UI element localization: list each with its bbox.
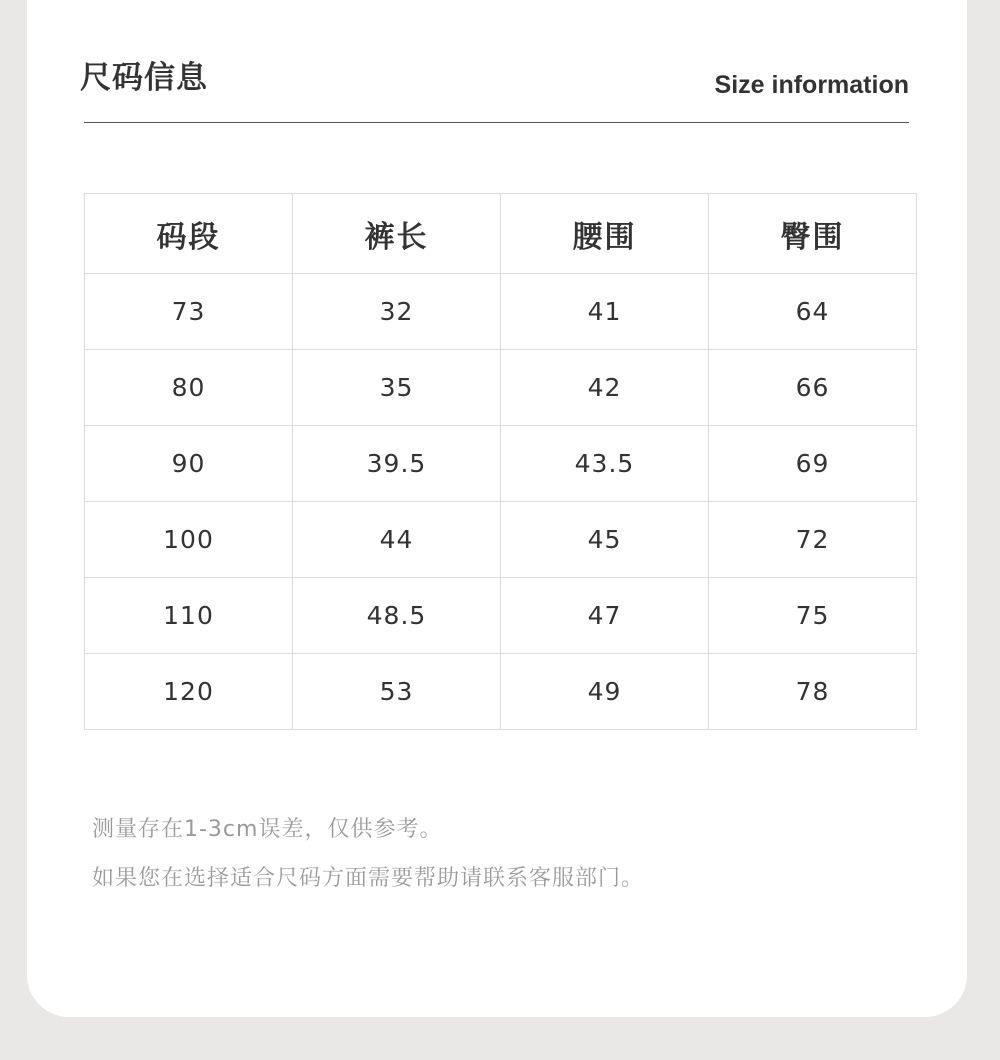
table-row [85, 502, 917, 578]
cell-size: 73 [85, 274, 293, 350]
cell-waist: 43.5 [501, 426, 709, 502]
cell-pants-length: 44 [293, 502, 501, 578]
cell-waist: 49 [501, 654, 709, 730]
cell-size: 120 [85, 654, 293, 730]
cell-hip: 64 [709, 274, 917, 350]
cell-pants-length: 32 [293, 274, 501, 350]
cell-size: 100 [85, 502, 293, 578]
section-title-cn: 尺码信息 [80, 60, 208, 96]
section-title-en: Size information [714, 71, 909, 99]
customer-service-note: 如果您在选择适合尺码方面需要帮助请联系客服部门。 [92, 866, 645, 891]
table-row [85, 426, 917, 502]
cell-waist: 45 [501, 502, 709, 578]
cell-pants-length: 53 [293, 654, 501, 730]
column-header-pants-length: 裤长 [293, 194, 501, 274]
cell-waist: 41 [501, 274, 709, 350]
column-header-hip: 臀围 [709, 194, 917, 274]
cell-pants-length: 39.5 [293, 426, 501, 502]
measurement-error-note: 测量存在1-3cm误差，仅供参考。 [92, 817, 443, 842]
cell-size: 110 [85, 578, 293, 654]
title-divider [84, 122, 909, 123]
cell-size: 90 [85, 426, 293, 502]
cell-hip: 69 [709, 426, 917, 502]
cell-size: 80 [85, 350, 293, 426]
column-header-size: 码段 [85, 194, 293, 274]
cell-hip: 66 [709, 350, 917, 426]
cell-waist: 42 [501, 350, 709, 426]
cell-hip: 78 [709, 654, 917, 730]
size-table [84, 193, 917, 730]
table-row [85, 578, 917, 654]
cell-pants-length: 35 [293, 350, 501, 426]
table-header-row [85, 194, 917, 274]
cell-hip: 75 [709, 578, 917, 654]
table-row [85, 654, 917, 730]
cell-hip: 72 [709, 502, 917, 578]
table-row [85, 274, 917, 350]
cell-waist: 47 [501, 578, 709, 654]
table-row [85, 350, 917, 426]
column-header-waist: 腰围 [501, 194, 709, 274]
cell-pants-length: 48.5 [293, 578, 501, 654]
